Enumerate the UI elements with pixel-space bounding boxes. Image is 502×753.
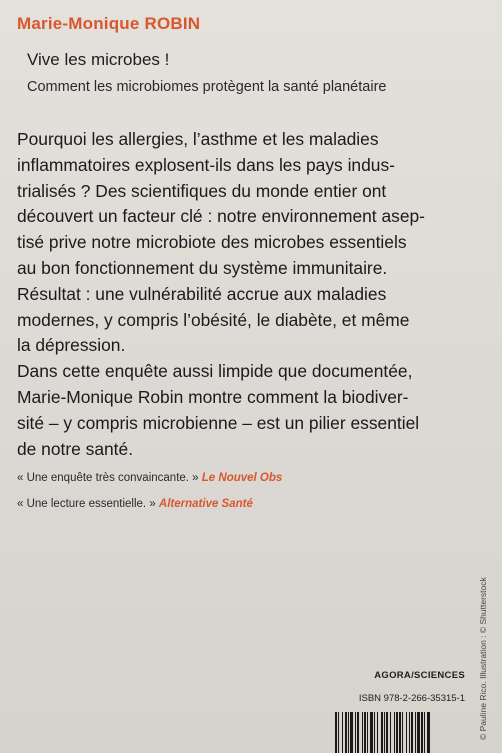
photo-credit-area bbox=[478, 577, 490, 740]
blurb-line: Résultat : une vulnérabilité accrue aux maladies bbox=[17, 283, 387, 304]
press-quote-source: Alternative Santé bbox=[158, 498, 253, 510]
barcode bbox=[335, 712, 465, 753]
isbn-number: ISBN 978-2-266-35315-1 bbox=[358, 693, 465, 704]
blurb-line: Marie-Monique Robin montre comment la biodiver- bbox=[17, 386, 409, 407]
press-quote bbox=[17, 498, 253, 510]
press-quote bbox=[17, 472, 282, 484]
blurb-line: tisé prive notre microbiote des microbes essentiels bbox=[17, 232, 407, 253]
blurb-line: sité – y compris microbienne – est un pilier essentiel bbox=[17, 412, 420, 433]
press-quote-text: « Une enquête très convaincante. » bbox=[17, 472, 199, 484]
press-quote-source: Le Nouvel Obs bbox=[201, 472, 283, 484]
photo-credit: © Pauline Rico. Illustration : © Shutterstock bbox=[478, 577, 488, 740]
author-name: Marie-Monique ROBIN bbox=[17, 14, 201, 33]
press-quote-text: « Une lecture essentielle. » bbox=[17, 498, 156, 510]
blurb-line: la dépression. bbox=[17, 335, 126, 356]
blurb-line: Pourquoi les allergies, l’asthme et les maladies bbox=[17, 129, 379, 149]
blurb-line: trialisés ? Des scientifiques du monde entier ont bbox=[17, 180, 387, 201]
blurb-line: de notre santé. bbox=[17, 438, 134, 459]
book-title: Vive les microbes ! bbox=[27, 50, 170, 69]
blurb-text bbox=[17, 127, 487, 462]
blurb-line: découvert un facteur clé : notre environnement asep- bbox=[17, 206, 425, 227]
blurb-line: inflammatoires explosent-ils dans les pays indus- bbox=[17, 154, 395, 175]
blurb-line: modernes, y compris l’obésité, le diabète, et même bbox=[17, 309, 410, 330]
blurb-line: au bon fonctionnement du système immunitaire. bbox=[17, 257, 388, 278]
barcode-bar bbox=[430, 712, 431, 753]
collection-name: AGORA/SCIENCES bbox=[374, 670, 465, 681]
book-subtitle: Comment les microbiomes protègent la santé planétaire bbox=[27, 79, 387, 95]
blurb-line: Dans cette enquête aussi limpide que documentée, bbox=[17, 361, 413, 382]
